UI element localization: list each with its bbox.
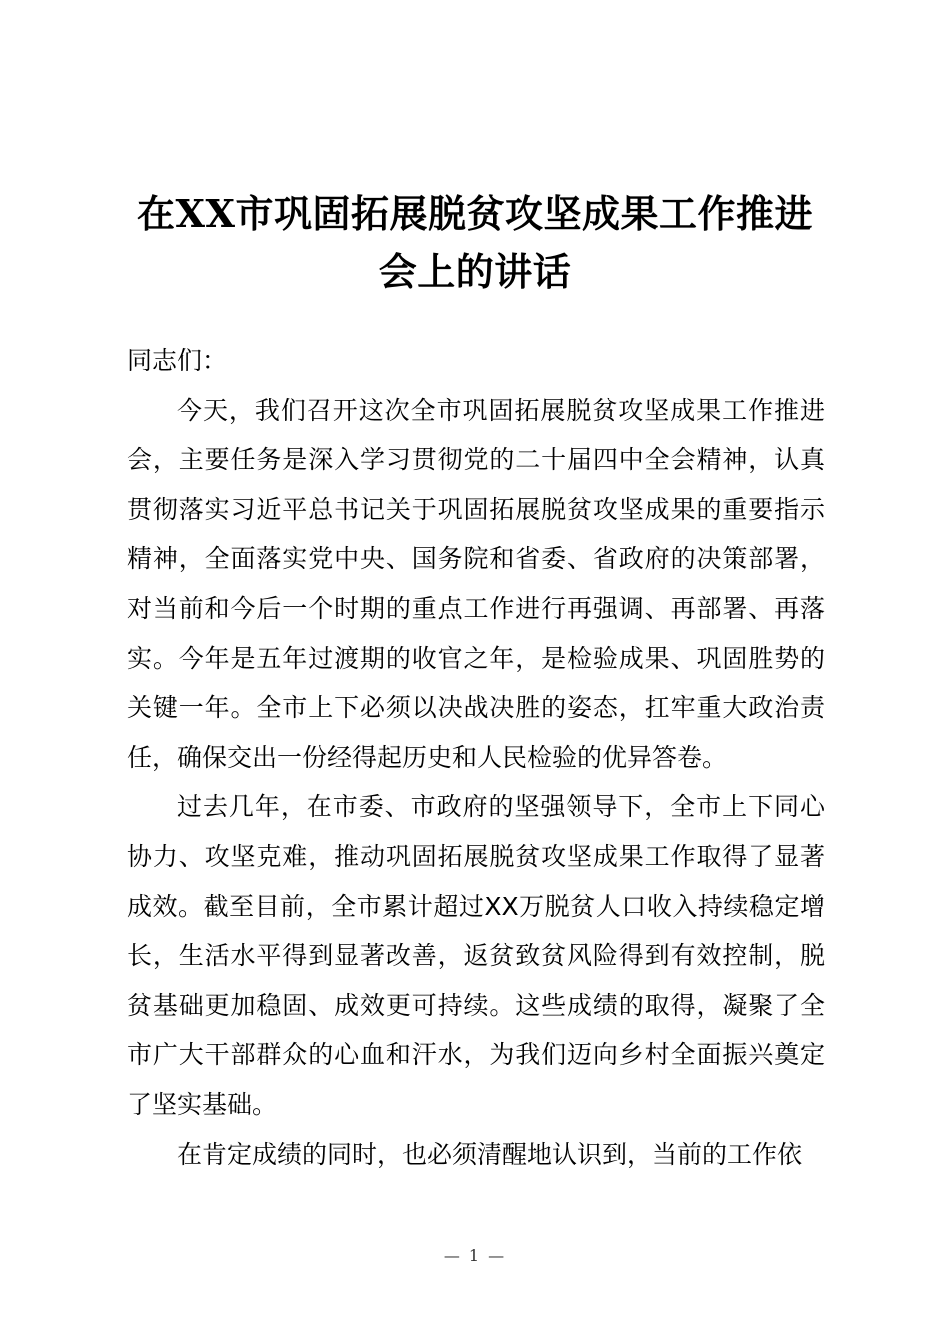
salutation: 同志们： xyxy=(127,346,228,375)
document-body xyxy=(127,336,825,1179)
title-line-2: 会上的讲话 xyxy=(378,249,572,294)
page-number: — 1 — xyxy=(443,1246,507,1265)
document-title xyxy=(110,185,840,301)
paragraph-1: 今天，我们召开这次全市巩固拓展脱贫攻坚成果工作推进会，主要任务是深入学习贯彻党的二十届四中全会精神，认真贯彻落实习近平总书记关于巩固拓展脱贫攻坚成果的重要指示精神，全面落实党中央、国务院和省委、省政府的决策部署，对当前和今后一个时期的重点工作进行再强调、再部署、再落实。今年是五年过渡期的收官之年，是检验成果、巩固胜势的关键一年。全市上下必须以决战决胜的姿态，扛牢重大政治责任，确保交出一份经得起历史和人民检验的优异答卷。 xyxy=(127,395,825,772)
paragraph-2: 过去几年，在市委、市政府的坚强领导下，全市上下同心协力、攻坚克难，推动巩固拓展脱贫攻坚成果工作取得了显著成效。截至目前，全市累计超过XX万脱贫人口收入持续稳定增长，生活水平得到显著改善，返贫致贫风险得到有效控制，脱贫基础更加稳固、成效更可持续。这些成绩的取得，凝聚了全市广大干部群众的心血和汗水，为我们迈向乡村全面振兴奠定了坚实基础。 xyxy=(127,792,825,1119)
title-line-1: 在XX市巩固拓展脱贫攻坚成果工作推进 xyxy=(137,191,813,236)
paragraph-3: 在肯定成绩的同时，也必须清醒地认识到，当前的工作依 xyxy=(177,1139,803,1169)
